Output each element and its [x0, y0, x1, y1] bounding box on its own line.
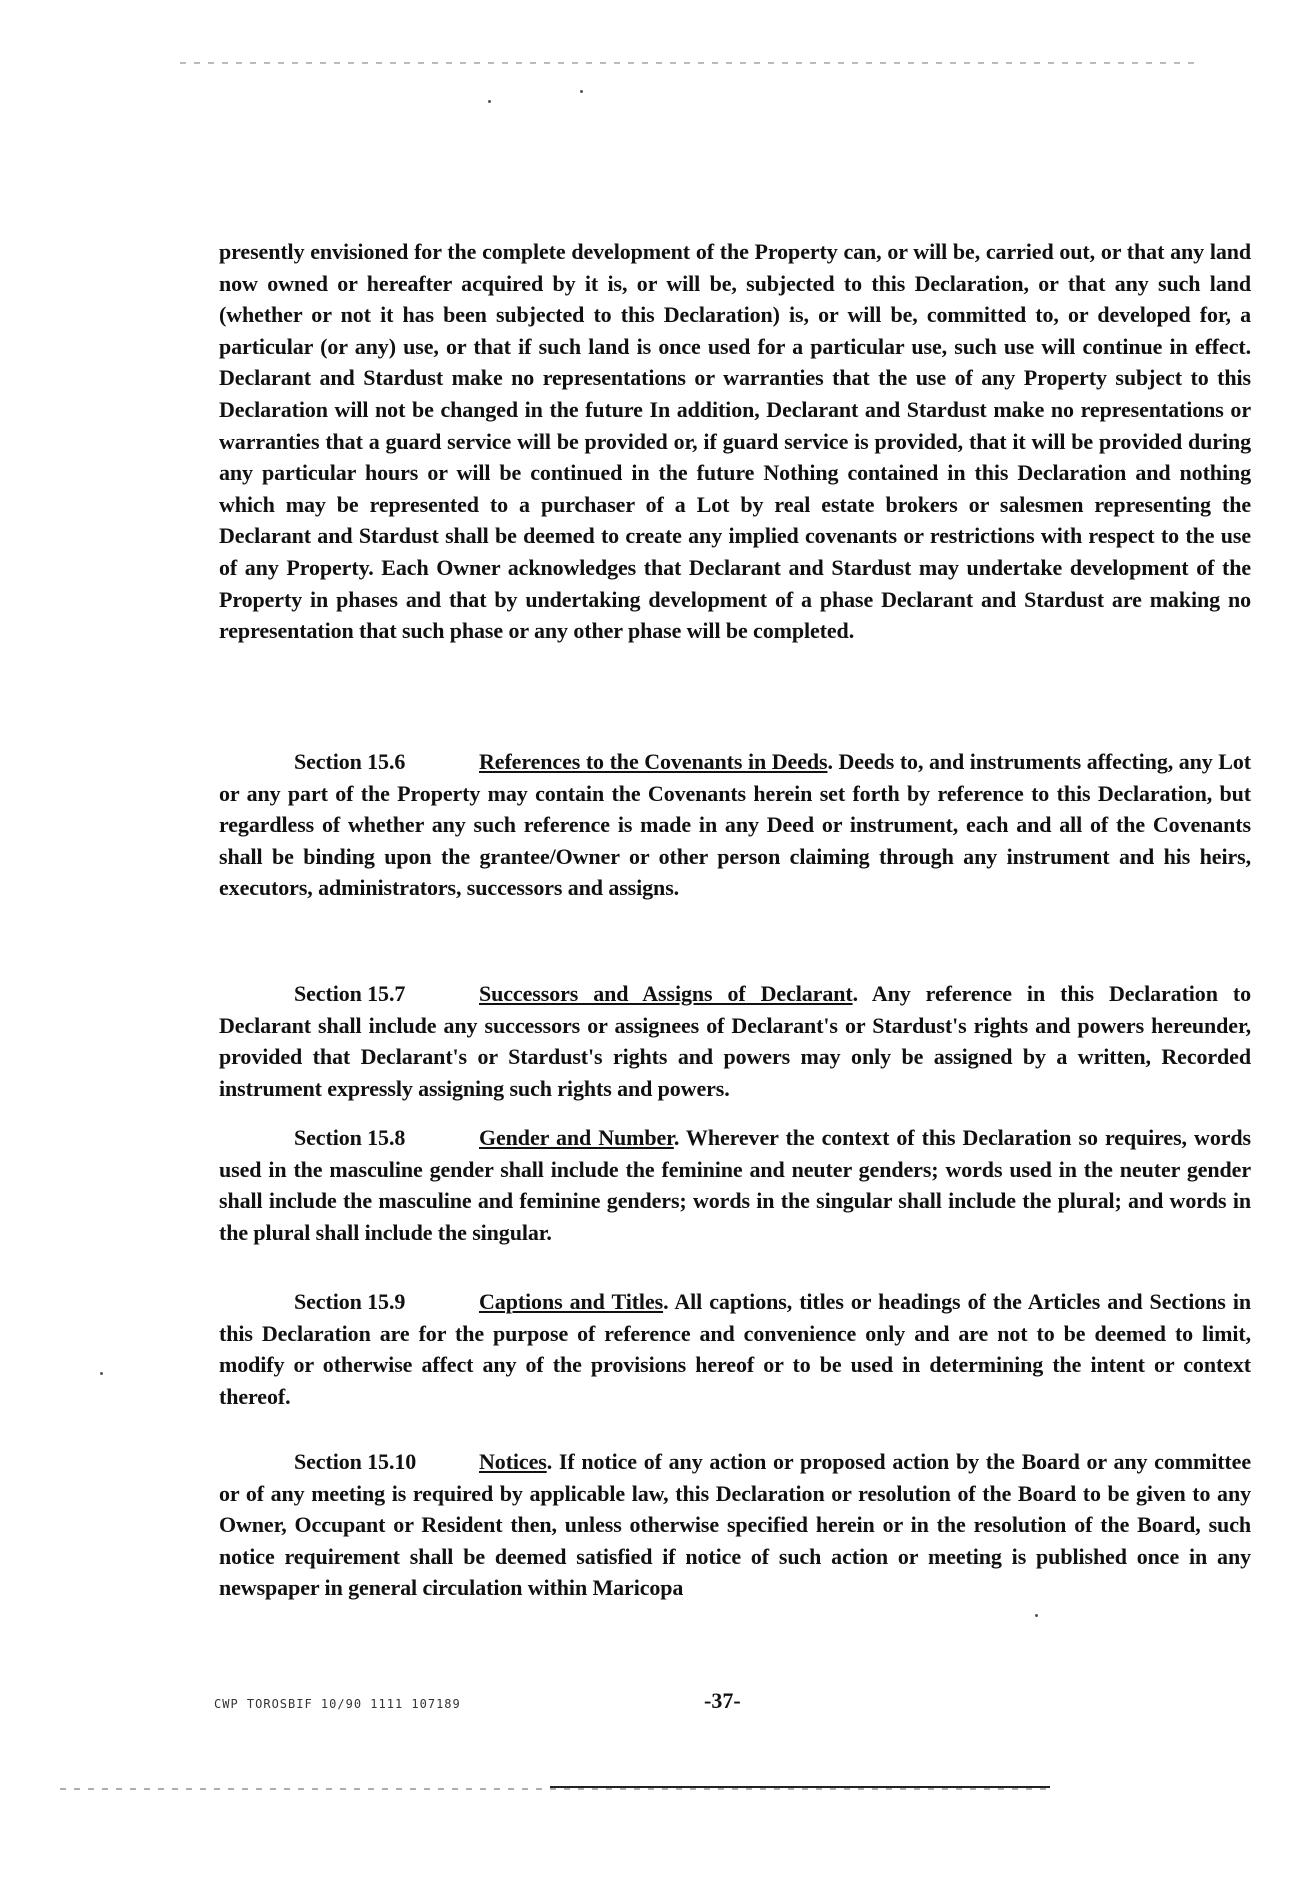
section-15-10 [219, 1446, 1251, 1604]
scan-artifact-rule [550, 1786, 1050, 1788]
section-body: . Wherever the context of this Declaration so requires, words used in the masculine gender shall include the feminine and neuter genders; words used in the neuter gender shall include the masculine and feminine genders; words in the singular shall include the plural; and words in the plural shall include the singular. [219, 1125, 1251, 1245]
section-15-6 [219, 746, 1251, 904]
section-body: . If notice of any action or proposed action by the Board or any committee or of any meeting is required by applicable law, this Declaration or resolution of the Board to be given to any Owner, Occupant or Resident then, unless otherwise specified herein or in the resolution of the Board, such notice requirement shall be deemed satisfied if notice of such action or meeting is published once in any newspaper in general circulation within Maricopa [219, 1449, 1251, 1601]
section-15-7 [219, 978, 1251, 1104]
scan-artifact-bottom [60, 1788, 1050, 1790]
scan-speck [580, 90, 583, 93]
footer-document-code: CWP TOROSBIF 10/90 1111 107189 [214, 1697, 461, 1711]
section-heading: Successors and Assigns of Declarant [479, 981, 853, 1006]
section-heading: Captions and Titles [479, 1289, 664, 1314]
section-number: Section 15.6 [294, 749, 406, 774]
section-body: . All captions, titles or headings of the Articles and Sections in this Declaration are for the purpose of reference and convenience only and are not to be deemed to limit, modify or otherwise affect any of the provisions hereof or to be used in determining the intent or context thereof. [219, 1289, 1251, 1409]
section-15-8 [219, 1122, 1251, 1248]
section-number: Section 15.7 [294, 981, 406, 1006]
section-heading: Gender and Number [479, 1125, 674, 1150]
section-body: . Any reference in this Declaration to Declarant shall include any successors or assignees of Declarant's or Stardust's rights and powers hereunder, provided that Declarant's or Stardust's rights and powers may only be assigned by a written, Recorded instrument expressly assigning such rights and powers. [219, 981, 1252, 1101]
section-number: Section 15.8 [294, 1125, 406, 1150]
section-number: Section 15.9 [294, 1289, 406, 1314]
section-heading: Notices [479, 1449, 547, 1474]
scan-artifact-top [180, 62, 1200, 64]
scan-speck [1035, 1614, 1038, 1617]
section-number: Section 15.10 [294, 1449, 417, 1474]
scan-speck [488, 100, 491, 103]
section-heading: References to the Covenants in Deeds [479, 749, 828, 774]
paragraph-continued: presently envisioned for the complete development of the Property can, or will be, carried out, or that any land now owned or hereafter acquired by it is, or will be, subjected to this Declaration, or that any such land (whether or not it has been subjected to this Declaration) is, or will be, committed to, or developed for, a particular (or any) use, or that if such land is once used for a particular use, such use will continue in effect. Declarant and Stardust make no representations or warranties that the use of any Property subject to this Declaration will not be changed in the future In addition, Declarant and Stardust make no representations or warranties that a guard service will be provided or, if guard service is provided, that it will be provided during any particular hours or will be continued in the future Nothing contained in this Declaration and nothing which may be represented to a purchaser of a Lot by real estate brokers or salesmen representing the Declarant and Stardust shall be deemed to create any implied covenants or restrictions with respect to the use of any Property. Each Owner acknowledges that Declarant and Stardust may undertake development of the Property in phases and that by undertaking development of a phase Declarant and Stardust are making no representation that such phase or any other phase will be completed. [219, 239, 1251, 644]
scan-speck [100, 1372, 103, 1375]
section-15-9 [219, 1286, 1251, 1412]
section-body: . Deeds to, and instruments affecting, any Lot or any part of the Property may contain the Covenants herein set forth by reference to this Declaration, but regardless of whether any such reference is made in any Deed or instrument, each and all of the Covenants shall be binding upon the grantee/Owner or other person claiming through any instrument and his heirs, executors, administrators, successors and assigns. [219, 749, 1252, 901]
page-number: -37- [704, 1688, 741, 1713]
